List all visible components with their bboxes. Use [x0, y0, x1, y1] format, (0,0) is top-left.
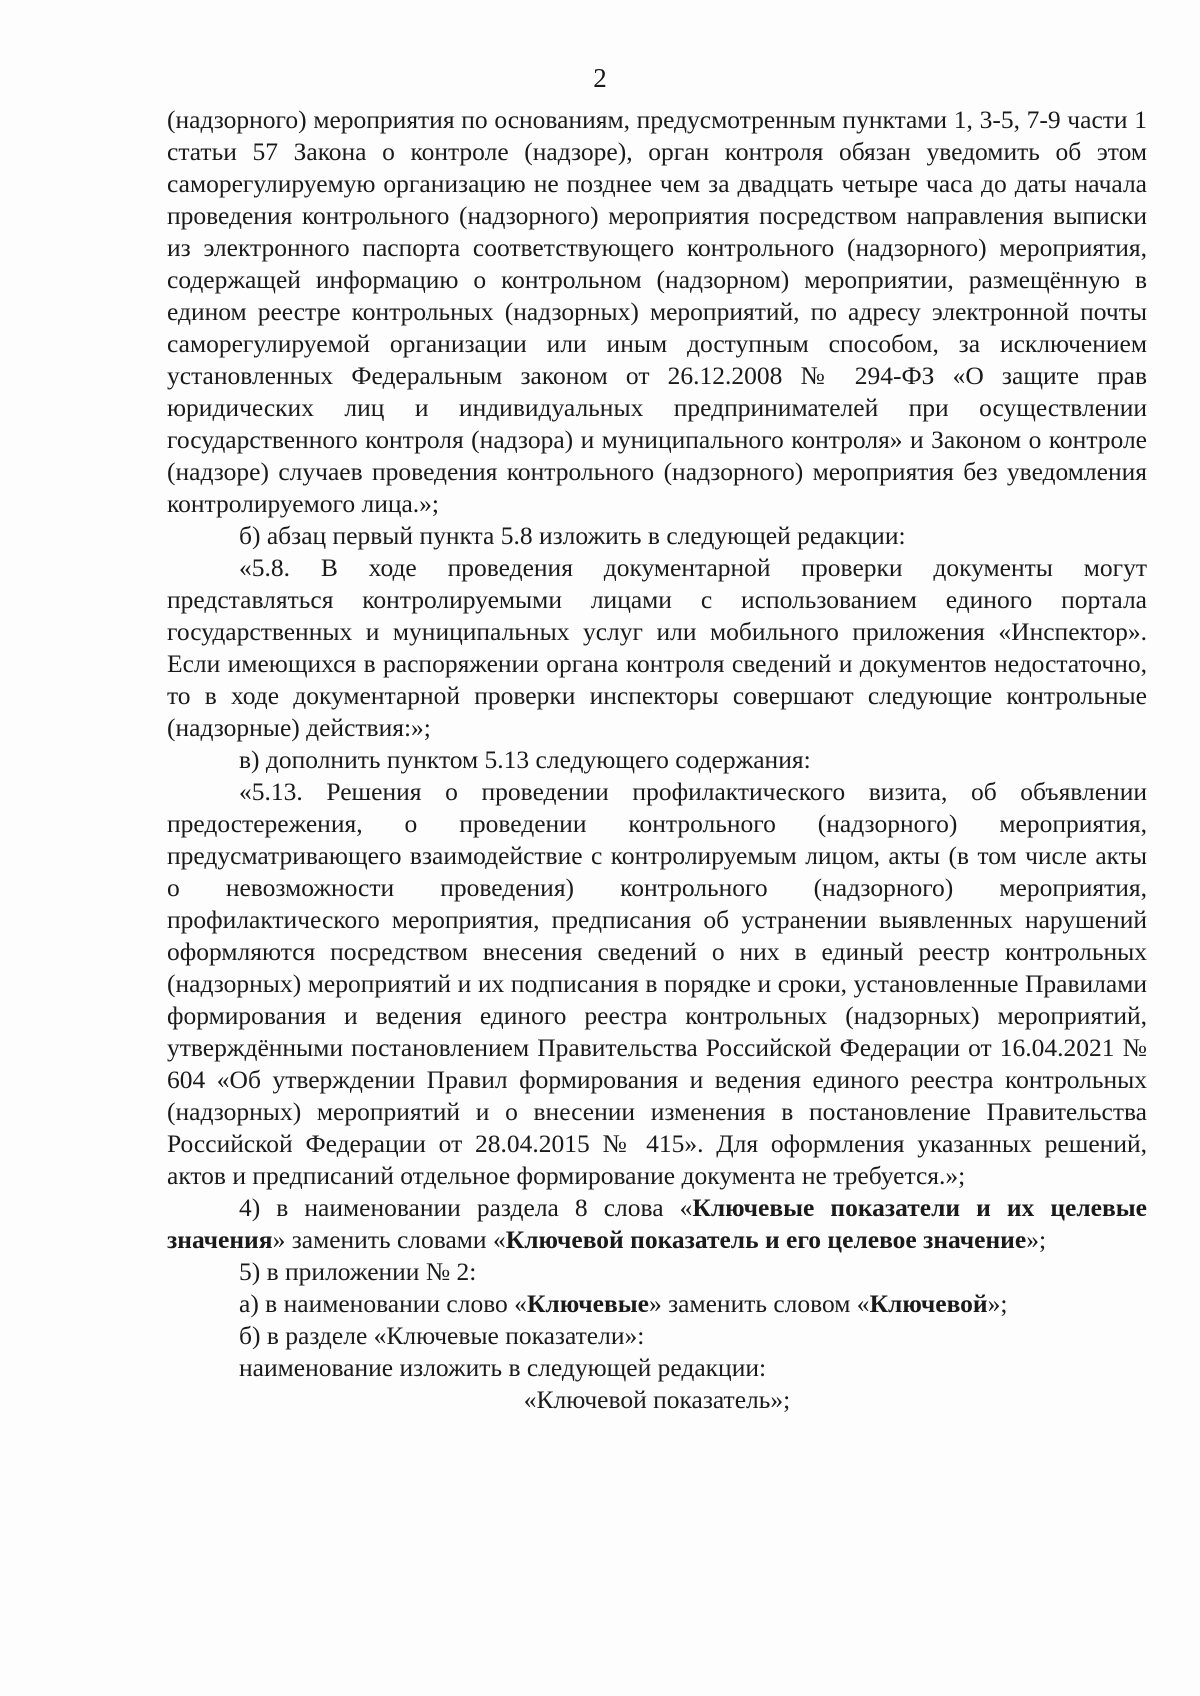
paragraph-item-b2: б) в разделе «Ключевые показатели»:	[239, 1321, 645, 1350]
text-fragment: »;	[987, 1289, 1008, 1318]
paragraph-naming: наименование изложить в следующей редакции:	[239, 1353, 767, 1382]
paragraph-item-a	[167, 1288, 1147, 1320]
text-fragment: 4) в наименовании раздела 8 слова «	[239, 1193, 693, 1222]
paragraph-continuation: (надзорного) мероприятия по основаниям, предусмотренным пунктами 1, 3-5, 7-9 части 1 статьи 57 Закона о контроле (надзоре), орган контроля обязан уведомить об этом саморегулируемую организацию не позднее чем за двадцать четыре часа до даты начала проведения контрольного (надзорного) мероприятия посредством направления выписки из электронного паспорта соответствующего контрольного (надзорного) мероприятия, содержащей информацию о контрольном (надзорном) мероприятии, размещённую в едином реестре контрольных (надзорных) мероприятий, по адресу электронной почты саморегулируемой организации или иным доступным способом, за исключением установленных Федеральным законом от 26.12.2008 № 294-ФЗ «О защите прав юридических лиц и индивидуальных предпринимателей при осуществлении государственного контроля (надзора) и муниципального контроля» и Законом о контроле (надзоре) случаев проведения контрольного (надзорного) мероприятия без уведомления контролируемого лица.»;	[167, 105, 1147, 518]
text-fragment: »;	[1026, 1225, 1047, 1254]
page-number: 2	[593, 63, 607, 93]
paragraph-item-4	[167, 1192, 1147, 1256]
bold-fragment: Ключевой показатель и его целевое значение	[505, 1225, 1027, 1254]
paragraph-new-title: «Ключевой показатель»;	[523, 1385, 791, 1414]
paragraph-quote-5-13: «5.13. Решения о проведении профилактического визита, об объявлении предостережения, о проведении контрольного (надзорного) мероприятия, предусматривающего взаимодействие с контролируемым лицом, акты (в том числе акты о невозможности проведения) контрольного (надзорного) мероприятия, профилактического мероприятия, предписания об устранении выявленных нарушений оформляются посредством внесения сведений о них в единый реестр контрольных (надзорных) мероприятий и их подписания в порядке и сроки, установленные Правилами формирования и ведения единого реестра контрольных (надзорных) мероприятий, утверждёнными постановлением Правительства Российской Федерации от 16.04.2021 № 604 «Об утверждении Правил формирования и ведения единого реестра контрольных (надзорных) мероприятий и о внесении изменения в постановление Правительства Российской Федерации от 28.04.2015 № 415». Для оформления указанных решений, актов и предписаний отдельное формирование документа не требуется.»;	[167, 777, 1147, 1190]
text-fragment: а) в наименовании слово «	[239, 1289, 527, 1318]
document-body	[167, 104, 1147, 1416]
paragraph-item-5: 5) в приложении № 2:	[239, 1257, 477, 1286]
paragraph-quote-5-8: «5.8. В ходе проведения документарной проверки документы могут представляться контролируемыми лицами с использованием единого портала государственных и муниципальных услуг или мобильного приложения «Инспектор». Если имеющихся в распоряжении органа контроля сведений и документов недостаточно, то в ходе документарной проверки инспекторы совершают следующие контрольные (надзорные) действия:»;	[167, 553, 1147, 742]
bold-fragment: Ключевые	[526, 1289, 649, 1318]
bold-fragment: Ключевой	[869, 1289, 988, 1318]
bold-fragment: Ключевые показатели и их целевые значения	[167, 1193, 1147, 1254]
paragraph-item-b: б) абзац первый пункта 5.8 изложить в следующей редакции:	[239, 521, 906, 550]
text-fragment: » заменить словом «	[648, 1289, 870, 1318]
text-fragment: » заменить словами «	[272, 1225, 506, 1254]
paragraph-item-v: в) дополнить пунктом 5.13 следующего содержания:	[239, 745, 811, 774]
